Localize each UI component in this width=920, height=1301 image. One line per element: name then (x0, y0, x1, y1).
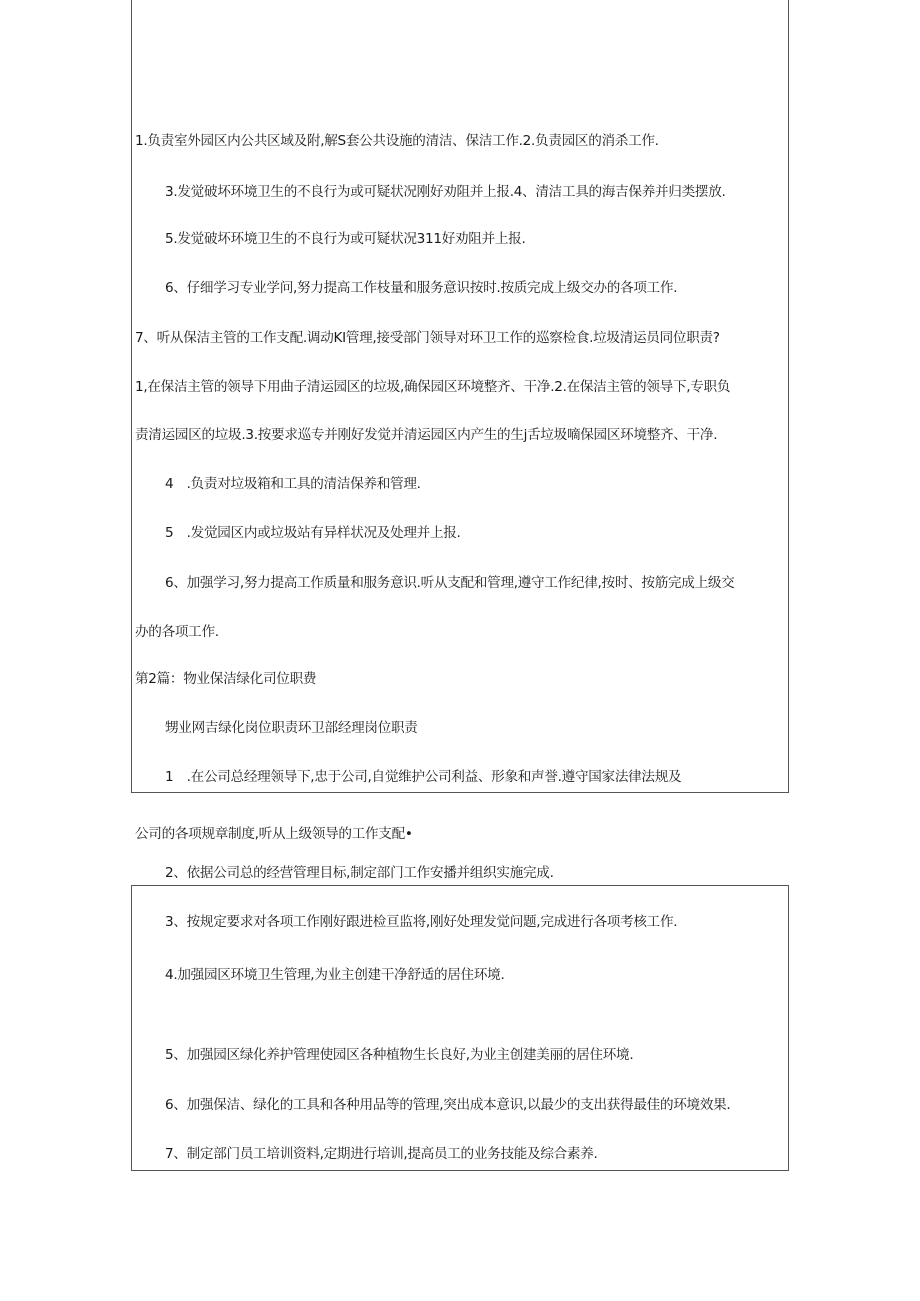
paragraph-line: 3、按规定要求对各项工作刚好跟进检亘监将,刚好处理发觉问题,完成进行各项考核工作. (165, 914, 678, 930)
paragraph-line: 6、仔细学习专业学问,努力提高工作枝量和服务意识按时.按质完成上级交办的各项工作. (165, 280, 678, 296)
paragraph-line: 6、加强保洁、绿化的工具和各种用品等的管理,突出成本意识,以最少的支出获得最佳的环境效果. (165, 1097, 731, 1113)
paragraph-line: 办的各项工作. (135, 624, 219, 640)
section-heading: 第2篇：物业保洁绿化司位职费 (135, 671, 317, 687)
paragraph-line: 责清运园区的垃圾.3.按要求巡专并刚好发觉并清运园区内产生的生j舌垃圾嘀保园区环境整齐、干净. (135, 427, 718, 443)
paragraph-line: 公司的各项规章制度,听从上级领导的工作支配• (135, 826, 413, 842)
paragraph-line: 1,在保洁主管的领导下用曲子清运园区的垃圾,确保园区环境整齐、干净.2.在保洁主管的领导下,专职负 (135, 379, 731, 395)
paragraph-line: 1.负责室外园区内公共区域及附,解S套公共设施的清洁、保洁工作.2.负责园区的消杀工作. (135, 133, 659, 149)
paragraph-line: 1 .在公司总经理领导下,忠于公司,自觉维护公司利益、形象和声誉.遵守国家法律法规及 (165, 769, 682, 785)
paragraph-line: 5、加强园区绿化养护管理使园区各种植物生长良好,为业主创建美丽的居住环境. (165, 1047, 634, 1063)
paragraph-line: 2、依据公司总的经营管理目标,制定部门工作安播并组织实施完成. (165, 865, 554, 881)
paragraph-line: 6、加强学习,努力提高工作质量和服务意识.听从支配和管理,遵守工作纪律,按时、按筋完成上级交 (165, 575, 735, 591)
subsection-title: 甥业网吉绿化岗位职责环卫部经理岗位职责 (165, 720, 418, 736)
paragraph-line: 4.加强园区环境卫生管理,为业主创建干净舒适的居住环境. (165, 967, 505, 983)
paragraph-line: 7、制定部门员工培训资料,定期进行培训,提高员工的业务技能及综合素养. (165, 1146, 598, 1162)
paragraph-line: 5 .发觉园区内或垃圾站有异样状况及处理并上报. (165, 525, 461, 541)
paragraph-line: 7、听从保洁主管的工作支配.调动KI管理,接受部门领导对环卫工作的巡察检食.垃圾清运员同位职责? (135, 330, 720, 346)
paragraph-line: 3.发觉破坏环境卫生的不良行为或可疑状况刚好劝阻并上报.4、清洁工具的海吉保养并归类摆放. (165, 184, 726, 200)
paragraph-line: 5.发觉破坏环境卫生的不良行为或可疑状况311好劝阻并上报. (165, 231, 526, 247)
paragraph-line: 4 .负责对垃圾箱和工具的清洁保养和管理. (165, 476, 421, 492)
